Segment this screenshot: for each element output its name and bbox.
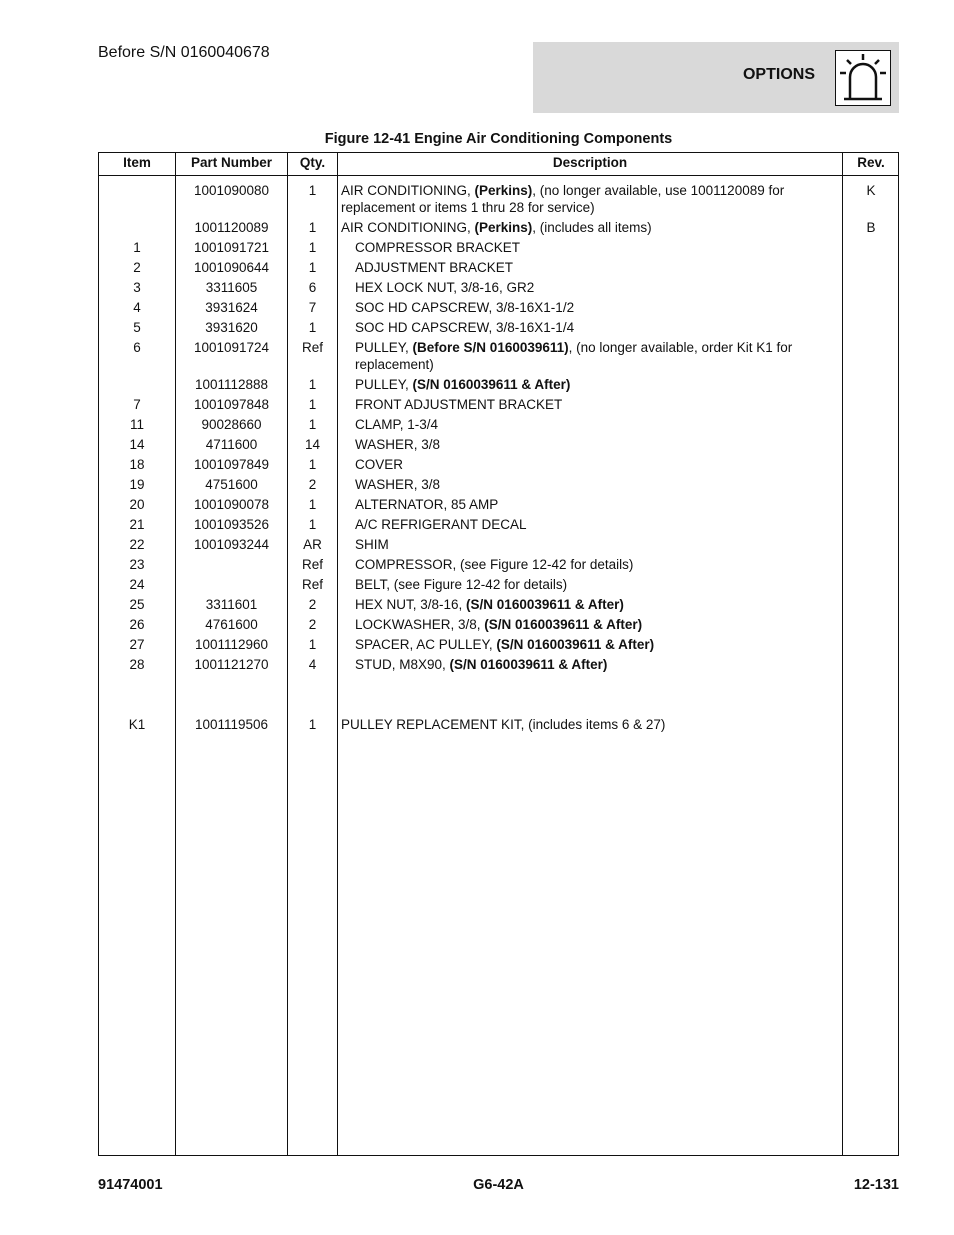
footer-doc-number: 91474001: [98, 1177, 163, 1193]
quantity-cell: 1: [308, 397, 317, 412]
description-text: AIR CONDITIONING,: [341, 183, 475, 198]
description-emphasis: (S/N 0160039611 & After): [484, 617, 643, 632]
description-cell: [355, 516, 801, 533]
item-number-cell: 18: [129, 457, 145, 472]
description-cell: [355, 616, 801, 633]
description-cell: [355, 436, 801, 453]
description-cell: [355, 636, 801, 653]
description-cell: [355, 496, 801, 513]
description-text: BELT, (see Figure 12-42 for details): [355, 577, 568, 592]
description-text: HEX LOCK NUT, 3/8-16, GR2: [355, 280, 535, 295]
description-cell: [341, 219, 801, 236]
description-text: COVER: [355, 457, 404, 472]
item-number-cell: 19: [129, 477, 145, 492]
column-divider: [842, 153, 843, 1155]
description-text: LOCKWASHER, 3/8,: [355, 617, 485, 632]
description-text: SHIM: [355, 537, 389, 552]
part-number-cell: 4711600: [205, 437, 258, 452]
item-number-cell: 26: [129, 617, 145, 632]
description-text: ALTERNATOR, 85 AMP: [355, 497, 499, 512]
quantity-cell: 1: [308, 220, 317, 235]
part-number-cell: 1001112960: [194, 637, 269, 652]
quantity-cell: 1: [308, 320, 317, 335]
revision-cell: B: [866, 220, 876, 235]
column-header-description: Description: [552, 155, 628, 170]
description-text: COMPRESSOR, (see Figure 12-42 for details): [355, 557, 634, 572]
quantity-cell: 2: [308, 597, 317, 612]
item-number-cell: 22: [129, 537, 145, 552]
part-number-cell: 1001120089: [194, 220, 269, 235]
part-number-cell: 1001090078: [193, 497, 270, 512]
description-text: COMPRESSOR BRACKET: [355, 240, 521, 255]
description-cell: [355, 596, 801, 613]
quantity-cell: AR: [303, 537, 322, 552]
description-cell: [355, 239, 801, 256]
description-text: ADJUSTMENT BRACKET: [355, 260, 514, 275]
description-cell: [355, 339, 801, 373]
section-header-box: [533, 42, 899, 113]
item-number-cell: 14: [129, 437, 145, 452]
item-number-cell: 27: [129, 637, 145, 652]
part-number-cell: 4751600: [205, 477, 258, 492]
quantity-cell: 2: [308, 617, 317, 632]
description-text: HEX NUT, 3/8-16,: [355, 597, 467, 612]
item-number-cell: 2: [133, 260, 141, 275]
description-emphasis: (S/N 0160039611 & After): [496, 637, 655, 652]
description-emphasis: (Before S/N 0160039611): [412, 340, 569, 355]
part-number-cell: 1001091724: [193, 340, 270, 355]
part-number-cell: 1001097849: [193, 457, 270, 472]
item-number-cell: 11: [129, 417, 144, 432]
description-cell: [355, 416, 801, 433]
part-number-cell: 4761600: [205, 617, 258, 632]
item-number-cell: 1: [133, 240, 141, 255]
item-number-cell: 3: [133, 280, 141, 295]
table-header-row: [99, 153, 898, 176]
item-number-cell: 23: [129, 557, 145, 572]
quantity-cell: 1: [308, 183, 317, 198]
revision-cell: K: [866, 183, 876, 198]
description-text: FRONT ADJUSTMENT BRACKET: [355, 397, 563, 412]
quantity-cell: Ref: [301, 577, 323, 592]
part-number-cell: 3311601: [205, 597, 258, 612]
description-cell: [355, 396, 801, 413]
description-text: SOC HD CAPSCREW, 3/8-16X1-1/4: [355, 320, 575, 335]
part-number-cell: 1001112888: [194, 377, 269, 392]
quantity-cell: 4: [308, 657, 317, 672]
quantity-cell: 1: [308, 497, 317, 512]
column-header-item: Item: [123, 155, 151, 170]
description-cell: [355, 456, 801, 473]
part-number-cell: 3931624: [205, 300, 258, 315]
description-text: WASHER, 3/8: [355, 477, 441, 492]
part-number-cell: 3311605: [205, 280, 258, 295]
description-emphasis: (S/N 0160039611 & After): [412, 377, 571, 392]
description-cell: [355, 556, 801, 573]
description-text: AIR CONDITIONING,: [341, 220, 475, 235]
part-number-cell: 1001090080: [193, 183, 270, 198]
description-cell: [355, 376, 801, 393]
description-cell: [355, 279, 801, 296]
serial-note: Before S/N 0160040678: [98, 44, 270, 61]
description-cell: [341, 182, 801, 216]
description-text: SPACER, AC PULLEY,: [355, 637, 497, 652]
item-number-cell: 28: [129, 657, 145, 672]
column-header-rev: Rev.: [857, 155, 885, 170]
item-number-cell: 4: [133, 300, 141, 315]
item-number-cell: 6: [133, 340, 141, 355]
footer-page-number: 12-131: [853, 1177, 899, 1193]
part-number-cell: 1001090644: [193, 260, 270, 275]
item-number-cell: 21: [129, 517, 145, 532]
description-text: PULLEY REPLACEMENT KIT, (includes items 6 & 27): [341, 717, 666, 732]
description-text: , (no longer available, order Kit K1 for replacement): [355, 340, 793, 372]
description-cell: [355, 476, 801, 493]
item-number-cell: 7: [133, 397, 141, 412]
part-number-cell: 1001121270: [194, 657, 269, 672]
quantity-cell: 1: [308, 517, 317, 532]
footer-model: G6-42A: [473, 1177, 524, 1193]
description-cell: [355, 536, 801, 553]
description-cell: [355, 656, 801, 673]
column-header-part-number: Part Number: [190, 155, 273, 170]
quantity-cell: 6: [308, 280, 317, 295]
part-number-cell: 1001093244: [193, 537, 270, 552]
description-emphasis: (S/N 0160039611 & After): [449, 657, 608, 672]
quantity-cell: 1: [308, 260, 317, 275]
part-number-cell: 1001097848: [193, 397, 270, 412]
quantity-cell: 2: [308, 477, 317, 492]
quantity-cell: 1: [308, 377, 317, 392]
description-text: , (no longer available, use 1001120089 for replacement or items 1 thru 28 for service): [341, 183, 785, 215]
quantity-cell: 7: [308, 300, 317, 315]
description-emphasis: (S/N 0160039611 & After): [466, 597, 624, 612]
description-text: CLAMP, 1-3/4: [355, 417, 439, 432]
item-number-cell: K1: [128, 717, 146, 732]
part-number-cell: 90028660: [201, 417, 262, 432]
description-text: SOC HD CAPSCREW, 3/8-16X1-1/2: [355, 300, 575, 315]
quantity-cell: 1: [308, 457, 317, 472]
item-number-cell: 25: [129, 597, 145, 612]
description-cell: [355, 299, 801, 316]
quantity-cell: Ref: [301, 557, 323, 572]
item-number-cell: 24: [129, 577, 145, 592]
description-text: , (includes all items): [532, 220, 652, 235]
description-cell: [355, 259, 801, 276]
quantity-cell: Ref: [301, 340, 323, 355]
description-text: PULLEY,: [355, 340, 413, 355]
column-divider: [337, 153, 338, 1155]
figure-title: Figure 12-41 Engine Air Conditioning Components: [324, 131, 673, 147]
description-text: STUD, M8X90,: [355, 657, 450, 672]
description-emphasis: (Perkins): [474, 183, 533, 198]
description-text: PULLEY,: [355, 377, 413, 392]
parts-table: [98, 152, 899, 1156]
quantity-cell: 14: [304, 437, 321, 452]
quantity-cell: 1: [308, 717, 317, 732]
quantity-cell: 1: [308, 417, 317, 432]
part-number-cell: 3931620: [205, 320, 258, 335]
item-number-cell: 20: [129, 497, 145, 512]
description-cell: [355, 319, 801, 336]
warning-light-icon: [835, 50, 891, 106]
description-cell: [341, 716, 801, 733]
description-text: A/C REFRIGERANT DECAL: [355, 517, 527, 532]
description-cell: [355, 576, 801, 593]
part-number-cell: 1001093526: [193, 517, 270, 532]
part-number-cell: 1001091721: [193, 240, 270, 255]
quantity-cell: 1: [308, 637, 317, 652]
quantity-cell: 1: [308, 240, 317, 255]
item-number-cell: 5: [133, 320, 141, 335]
section-label: OPTIONS: [742, 66, 815, 83]
column-header-qty: Qty.: [299, 155, 326, 170]
description-text: WASHER, 3/8: [355, 437, 441, 452]
description-emphasis: (Perkins): [474, 220, 533, 235]
part-number-cell: 1001119506: [194, 717, 269, 732]
